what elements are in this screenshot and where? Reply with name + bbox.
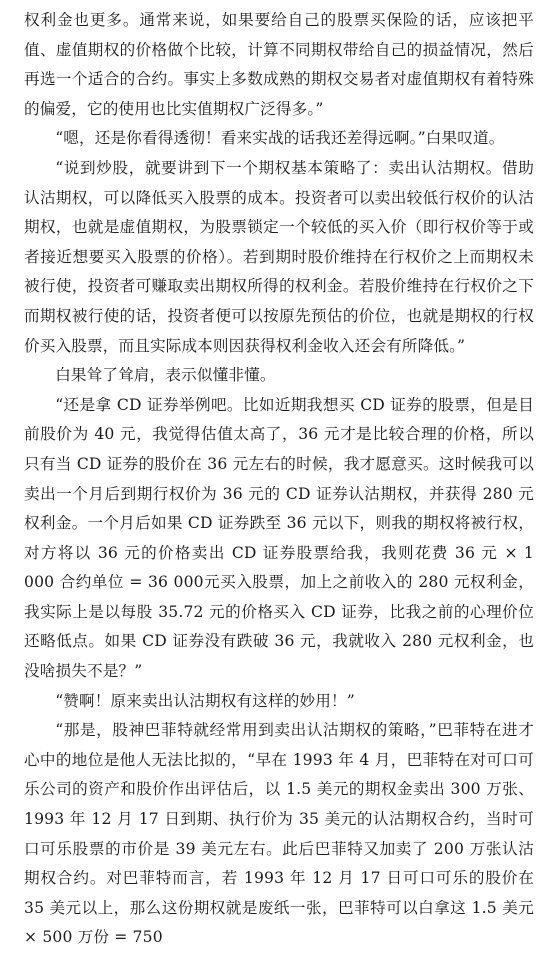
paragraph-4: 白果耸了耸肩，表示似懂非懂。 [55, 366, 276, 385]
paragraph-5: “还是拿 CD 证券举例吧。比如近期我想买 CD 证券的股票，但是目前股价为 40 元，我觉得估值太高了，36 元才是比较合理的价格，所以只有当 CD 证券的股价在 36 元左右的时候，我才愿意买。这时候我可以卖出一个月后到期行权价为 36 元的 CD 证券认沽期权，并获得 280 元权利金。一个月后如果 CD 证券跌至 36 元以下，则我的期权将被行权，对方将以 36 元的价格卖出 CD 证券股票给我，我则花费 36 元 × 1 000 合约单位 = 36 000元买入股票，加上之前收入的 280 元权利金，我实际上是以每股 35.72 元的价格买入 CD 证券，比我之前的心理价位还略低点。如果 CD 证券没有跌破 36 元，我就收入 280 元权利金，也没啥损失不是？” [24, 395, 534, 681]
document-page [24, 6, 534, 953]
paragraph-2: “嗯，还是你看得透彻！看来实战的话我还差得远啊。”白果叹道。 [55, 129, 505, 148]
paragraph-3: “说到炒股，就要讲到下一个期权基本策略了：卖出认沽期权。借助认沽期权，可以降低买入股票的成本。投资者可以卖出较低行权价的认沽期权，也就是虚值期权，为股票锁定一个较低的买入价（即行权价等于或者接近想要买入股票的价格）。若到期时股价维持在行权价之上而期权未被行使，投资者可赚取卖出期权所得的权利金。若股价维持在行权价之下而期权被行使的话，投资者便可以按原先预估的价位，也就是期权的行权价买入股票，而且实际成本则因获得权利金收入还会有所降低。” [24, 158, 534, 355]
paragraph-1: 权利金也更多。通常来说，如果要给自己的股票买保险的话，应该把平值、虚值期权的价格做个比较，计算不同期权带给自己的损益情况，然后再选一个适合的合约。事实上多数成熟的期权交易者对虚值期权有着特殊的偏爱，它的使用也比实值期权广泛得多。” [24, 11, 534, 118]
paragraph-7: “那是，股神巴菲特就经常用到卖出认沽期权的策略，”巴菲特在进才心中的地位是他人无法比拟的，“早在 1993 年 4 月，巴菲特在对可口可乐公司的资产和股价作出评估后，以 1.5 美元的期权金卖出 300 万张、1993 年 12 月 17 日到期、执行价为 35 美元的认沽期权合约，当时可口可乐股票的市价是 39 美元左右。此后巴菲特又加卖了 200 万张认沽期权合约。对巴菲特而言，若 1993 年 12 月 17 日可口可乐的股价在 35 美元以上，那么这份期权就是废纸一张，巴菲特可以白拿这 1.5 美元 × 500 万份 = 750 [24, 721, 534, 947]
paragraph-6: “赞啊！原来卖出认沽期权有这样的妙用！” [55, 691, 355, 710]
